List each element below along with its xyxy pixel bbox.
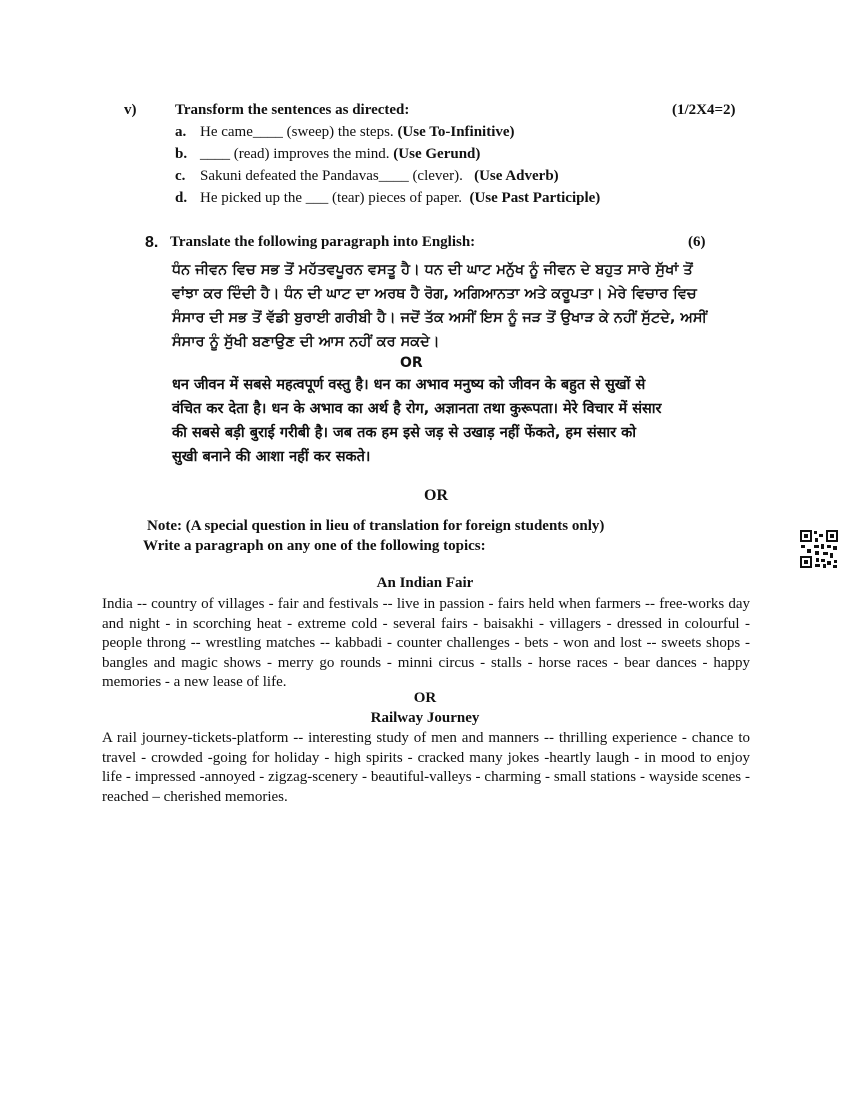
question-item	[175, 190, 600, 207]
text-line: ਵਾਂਝਾ ਕਰ ਦਿੰਦੀ ਹੈ। ਧੰਨ ਦੀ ਘਾਟ ਦਾ ਅਰਥ ਹੈ ਰੋਗ, ਅਗਿਆਨਤਾ ਅਤੇ ਕਰੂਪਤਾ। ਮੇਰੇ ਵਿਚਾਰ ਵਿਚ	[172, 286, 697, 302]
item-label: d.	[175, 190, 188, 206]
item-hint: (Use Adverb)	[474, 168, 559, 184]
question-item	[175, 124, 515, 141]
item-text: ____ (read) improves the mind.	[200, 146, 390, 162]
text-line: सुखी बनाने की आशा नहीं कर सकते।	[172, 449, 371, 465]
or-separator: OR	[413, 690, 437, 706]
item-label: b.	[175, 146, 188, 162]
text-line: की सबसे बड़ी बुराई गरीबी है। जब तक हम इसे जड़ से उखाड़ नहीं फेंकते, हम संसार को	[172, 425, 637, 441]
write-prompt: Write a paragraph on any one of the following topics:	[143, 538, 486, 554]
or-separator: OR	[400, 355, 423, 371]
question-item	[175, 168, 559, 185]
question-marks: (6)	[688, 234, 706, 250]
text-line: वंचित कर देता है। धन के अभाव का अर्थ है रोग, अज्ञानता तथा कुरूपता। मेरे विचार में संसार	[172, 401, 662, 417]
topic-paragraph: India -- country of villages - fair and festivals -- live in passion - fairs held when farmers -- free-works day and night - in scorching heat - extreme cold - several fairs - baisakhi - villagers - dressed in colourful - people throng -- wrestling matches -- kabbadi - counter challenges - bets - won and lost -- sweets shops - bangles and magic shows - merry go rounds - minni circus - stalls - horse races - bear dances - happy memories - a new lease of life.	[102, 596, 750, 690]
item-hint: (Use To-Infinitive)	[397, 124, 515, 140]
hindi-paragraph	[172, 373, 752, 469]
item-text: He came____ (sweep) the steps.	[200, 124, 394, 140]
question-item	[175, 146, 480, 163]
question-title: Transform the sentences as directed:	[175, 102, 410, 118]
question-number: 8.	[145, 234, 159, 251]
text-line: ਸੰਸਾਰ ਨੂੰ ਸੁੱਖੀ ਬਣਾਉਣ ਦੀ ਆਸ ਨਹੀਂ ਕਰ ਸਕਦੇ।	[172, 334, 440, 350]
item-text: He picked up the ___ (tear) pieces of paper.	[200, 190, 462, 206]
topic-paragraph: A rail journey-tickets-platform -- interesting study of men and manners -- thrilling experience - chance to travel - crowded -going for holiday - high spirits - cracked many jokes -heartly laugh - in mood to enjoy life - impressed -annoyed - zigzag-scenery - beautiful-valleys - charming - small stations - wayside scenes - reached – cherished memories.	[102, 730, 750, 805]
topic-title: An Indian Fair	[376, 575, 474, 591]
item-label: a.	[175, 124, 187, 140]
text-line: ਸੰਸਾਰ ਦੀ ਸਭ ਤੋਂ ਵੱਡੀ ਬੁਰਾਈ ਗਰੀਬੀ ਹੈ। ਜਦੋਂ ਤੱਕ ਅਸੀਂ ਇਸ ਨੂੰ ਜੜ ਤੋਂ ਉਖਾੜ ਕੇ ਨਹੀਂ ਸੁੱਟਦੇ, ਅਸੀਂ	[172, 310, 707, 326]
or-separator: OR	[424, 487, 448, 504]
topic-title: Railway Journey	[370, 710, 480, 726]
item-text: Sakuni defeated the Pandavas____ (clever).	[200, 168, 463, 184]
item-hint: (Use Gerund)	[393, 146, 481, 162]
item-hint: (Use Past Participle)	[469, 190, 601, 206]
item-label: c.	[175, 168, 186, 184]
note-text: Note: (A special question in lieu of translation for foreign students only)	[147, 518, 605, 534]
text-line: ਧੰਨ ਜੀਵਨ ਵਿਚ ਸਭ ਤੋਂ ਮਹੱਤਵਪੂਰਨ ਵਸਤੂ ਹੈ। ਧਨ ਦੀ ਘਾਟ ਮਨੁੱਖ ਨੂੰ ਜੀਵਨ ਦੇ ਬਹੁਤ ਸਾਰੇ ਸੁੱਖਾਂ ਤੋਂ	[172, 262, 693, 278]
text-line: धन जीवन में सबसे महत्वपूर्ण वस्तु है। धन का अभाव मनुष्य को जीवन के बहुत से सुखों से	[172, 377, 646, 393]
question-title: Translate the following paragraph into English:	[170, 234, 476, 250]
question-number: v)	[124, 102, 137, 118]
punjabi-paragraph	[172, 258, 752, 354]
question-marks: (1/2X4=2)	[672, 102, 736, 118]
qr-code-icon	[799, 529, 839, 569]
